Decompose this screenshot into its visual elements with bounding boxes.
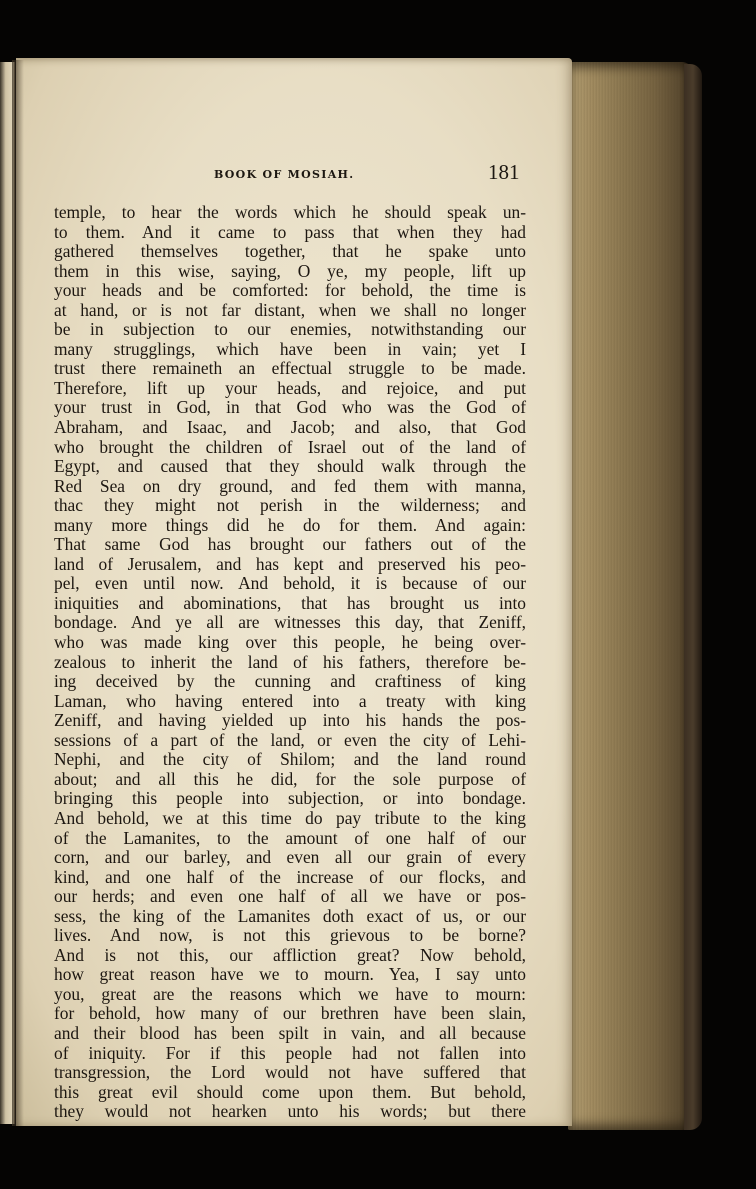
text-line: they would not hearken unto his words; but there (54, 1101, 526, 1122)
text-line: sessions of a part of the land, or even the city of Lehi- (54, 729, 526, 750)
text-line: many strugglings, which have been in vain; yet I (54, 338, 526, 359)
page-block-fore-edge (568, 62, 692, 1130)
text-line: trust there remaineth an effectual struggle to be made. (54, 358, 526, 379)
text-line: you, great are the reasons which we have to mourn: (54, 983, 526, 1004)
text-line: temple, to hear the words which he should speak un- (54, 202, 526, 222)
book-page (16, 58, 572, 1126)
text-line: corn, and our barley, and even all our grain of every (54, 847, 526, 868)
text-line: Therefore, lift up your heads, and rejoice, and put (54, 377, 526, 398)
text-line: how great reason have we to mourn. Yea, I say unto (54, 964, 526, 985)
text-line: your heads and be comforted: for behold, the time is (54, 280, 526, 301)
text-line: this great evil should come upon them. But behold, (54, 1081, 526, 1102)
text-line: iniquities and abominations, that has brought us into (54, 592, 526, 613)
text-line: land of Jerusalem, and has kept and preserved his peo- (54, 553, 526, 574)
text-line: who was made king over this people, he being over- (54, 632, 526, 653)
text-line: That same God has brought our fathers out of the (54, 534, 526, 555)
text-line: Red Sea on dry ground, and fed them with manna, (54, 475, 526, 496)
text-line: bringing this people into subjection, or into bondage. (54, 788, 526, 809)
text-line: bondage. And ye all are witnesses this day, that Zeniff, (54, 612, 526, 633)
text-line: who brought the children of Israel out of the land of (54, 436, 526, 457)
text-line: transgression, the Lord would not have suffered that (54, 1062, 526, 1083)
text-line: Egypt, and caused that they should walk through the (54, 456, 526, 477)
text-line: kind, and one half of the increase of our flocks, and (54, 866, 526, 887)
text-line: to them. And it came to pass that when they had (54, 221, 526, 242)
text-line: your trust in God, in that God who was the God of (54, 397, 526, 418)
text-line: and their blood has been spilt in vain, and all because (54, 1022, 526, 1043)
page-header (16, 158, 572, 186)
gutter-shadow (12, 60, 24, 1126)
text-line: thac they might not perish in the wilderness; and (54, 495, 526, 516)
book-cover-edge (684, 64, 702, 1130)
text-line: And behold, we at this time do pay tribute to the king (54, 807, 526, 828)
text-line: our herds; and even one half of all we have or pos- (54, 886, 526, 907)
text-line: be in subjection to our enemies, notwithstanding our (54, 319, 526, 340)
text-line: Laman, who having entered into a treaty with king (54, 690, 526, 711)
text-line: many more things did he do for them. And again: (54, 514, 526, 535)
text-line: them in this wise, saying, O ye, my people, lift up (54, 260, 526, 281)
page-number: 181 (488, 160, 520, 184)
text-line: for behold, how many of our brethren have been slain, (54, 1003, 526, 1024)
page-body-text (54, 203, 526, 1122)
text-line: Nephi, and the city of Shilom; and the land round (54, 749, 526, 770)
text-line: And is not this, our affliction great? Now behold, (54, 944, 526, 965)
running-head: BOOK OF MOSIAH. (214, 168, 355, 181)
text-line: of the Lamanites, to the amount of one half of our (54, 827, 526, 848)
text-line: lives. And now, is not this grievous to be borne? (54, 925, 526, 946)
text-line: sess, the king of the Lamanites doth exact of us, or our (54, 905, 526, 926)
text-line: at hand, or is not far distant, when we shall no longer (54, 299, 526, 320)
text-line: ing deceived by the cunning and craftiness of king (54, 671, 526, 692)
text-line: gathered themselves together, that he spake unto (54, 241, 526, 262)
text-line: of iniquity. For if this people had not fallen into (54, 1042, 526, 1063)
text-line: zealous to inherit the land of his fathers, therefore be- (54, 651, 526, 672)
text-line: Zeniff, and having yielded up into his hands the pos- (54, 710, 526, 731)
text-line: Abraham, and Isaac, and Jacob; and also, that God (54, 417, 526, 438)
text-line: about; and all this he did, for the sole purpose of (54, 768, 526, 789)
text-line: pel, even until now. And behold, it is because of our (54, 573, 526, 594)
